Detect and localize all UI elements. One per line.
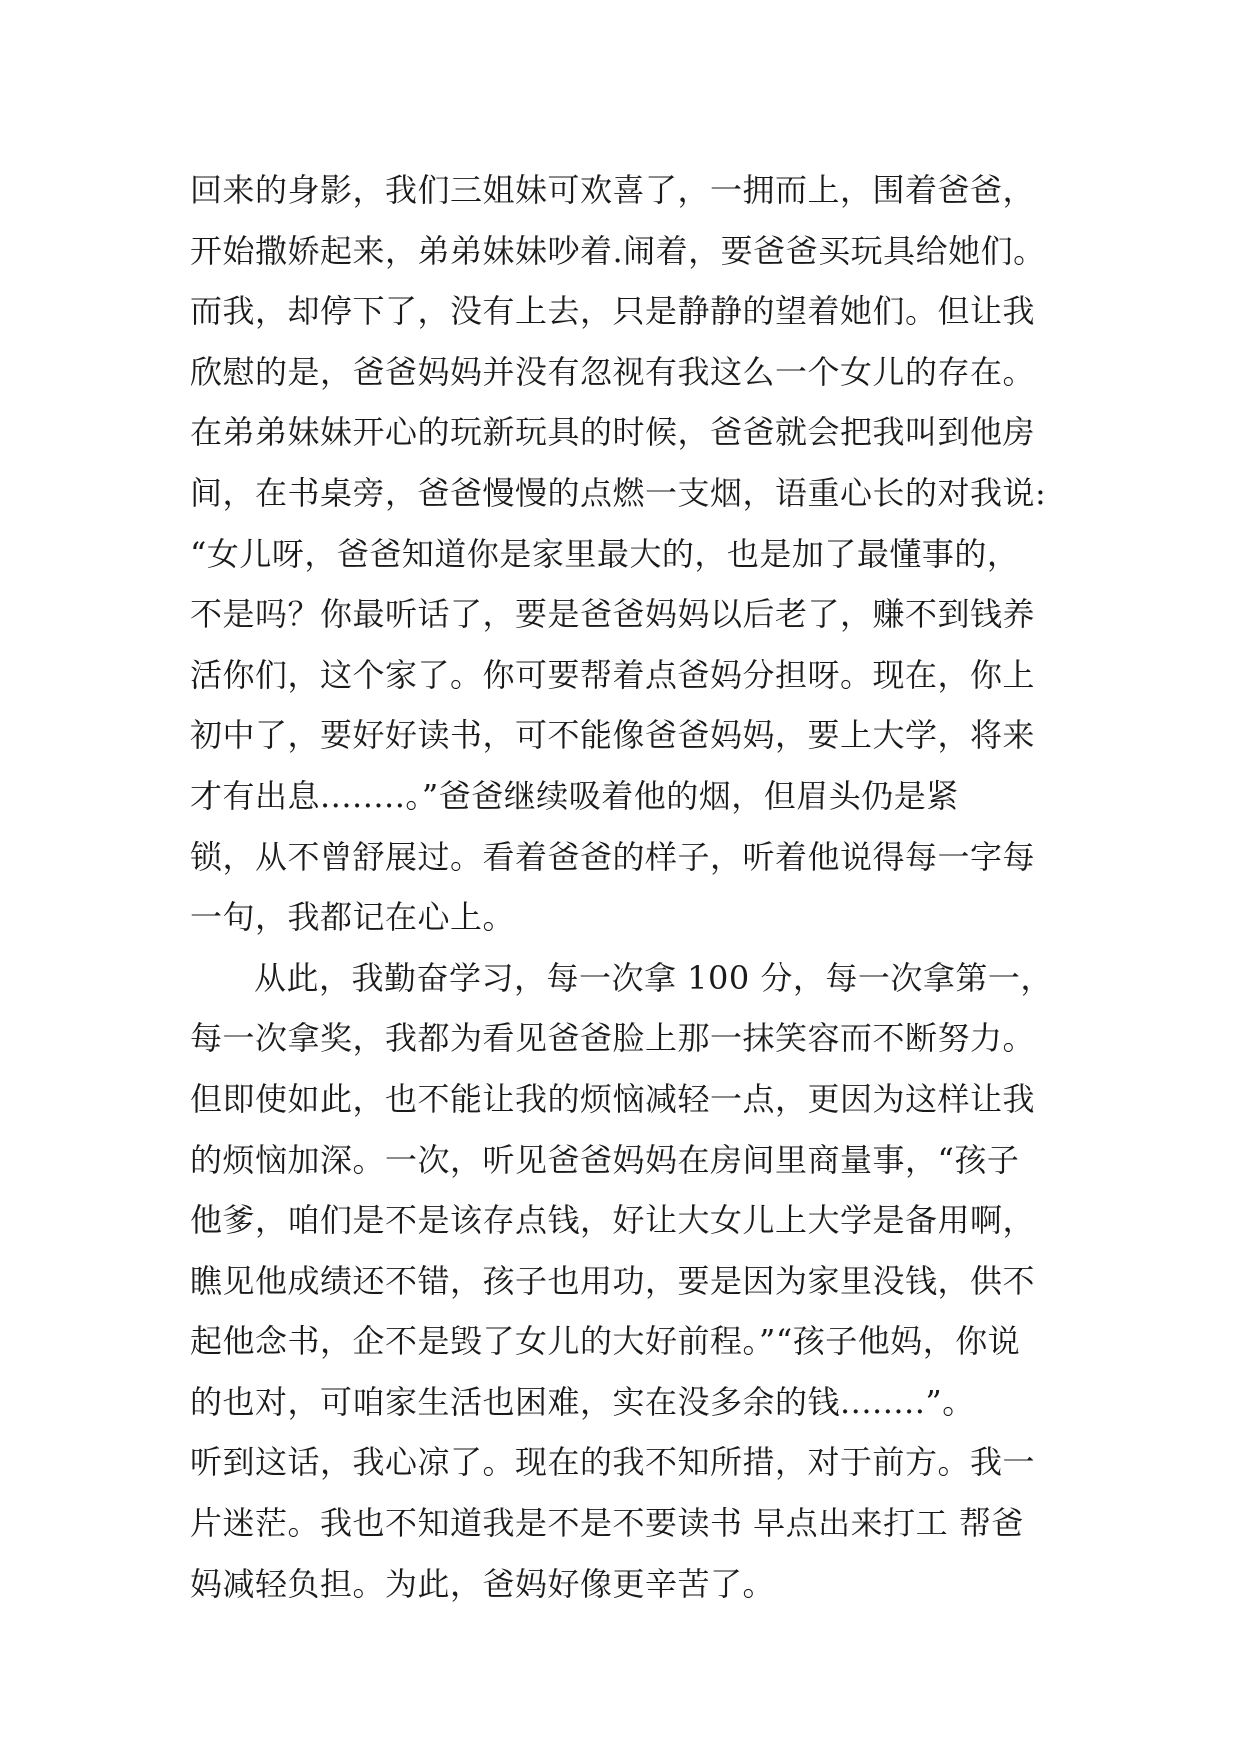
text-line: 的也对，可咱家生活也困难，实在没多余的钱........”。	[190, 1382, 975, 1421]
text-line: 他爹，咱们是不是该存点钱，好让大女儿上大学是备用啊，	[190, 1201, 1036, 1240]
text-line: 不是吗？你最听话了，要是爸爸妈妈以后老了，赚不到钱养	[190, 595, 1036, 634]
text-line: 一句，我都记在心上。	[190, 898, 516, 937]
text-line: 才有出息........。”爸爸继续吸着他的烟，但眉头仍是紧	[190, 776, 959, 815]
text-line: “女儿呀，爸爸知道你是家里最大的，也是加了最懂事的，	[190, 534, 1020, 573]
text-line: 听到这话，我心凉了。现在的我不知所措，对于前方。我一	[190, 1443, 1036, 1482]
text-line: 起他念书，企不是毁了女儿的大好前程。”“孩子他妈，你说	[190, 1322, 1021, 1361]
text-line: 但即使如此，也不能让我的烦恼减轻一点，更因为这样让我	[190, 1079, 1036, 1118]
text-line: 每一次拿奖，我都为看见爸爸脸上那一抹笑容而不断努力。	[190, 1019, 1036, 1058]
text-line: 瞧见他成绩还不错，孩子也用功，要是因为家里没钱，供不	[190, 1261, 1036, 1300]
paragraph-start-line: 从此，我勤奋学习，每一次拿 100 分，每一次拿第一，	[254, 958, 1053, 997]
text-line: 初中了，要好好读书，可不能像爸爸妈妈，要上大学，将来	[190, 716, 1036, 755]
text-line: 片迷茫。我也不知道我是不是不要读书 早点出来打工 帮爸	[190, 1504, 1024, 1543]
text-line: 回来的身影，我们三姐妹可欢喜了，一拥而上，围着爸爸，	[190, 171, 1036, 209]
text-line: 妈减轻负担。为此，爸妈好像更辛苦了。	[190, 1564, 776, 1603]
body-text	[190, 160, 1070, 1614]
text-line: 锁，从不曾舒展过。看着爸爸的样子，听着他说得每一字每	[190, 837, 1036, 876]
text-line: 而我，却停下了，没有上去，只是静静的望着她们。但让我	[190, 292, 1036, 331]
text-line: 活你们，这个家了。你可要帮着点爸妈分担呀。现在，你上	[190, 655, 1036, 694]
text-line: 开始撒娇起来，弟弟妹妹吵着.闹着，要爸爸买玩具给她们。	[190, 231, 1046, 270]
text-line: 在弟弟妹妹开心的玩新玩具的时候，爸爸就会把我叫到他房	[190, 413, 1036, 452]
text-line: 间，在书桌旁，爸爸慢慢的点燃一支烟，语重心长的对我说:	[190, 473, 1047, 512]
text-line: 的烦恼加深。一次，听见爸爸妈妈在房间里商量事，“孩子	[190, 1140, 1020, 1179]
text-line: 欣慰的是，爸爸妈妈并没有忽视有我这么一个女儿的存在。	[190, 352, 1036, 391]
